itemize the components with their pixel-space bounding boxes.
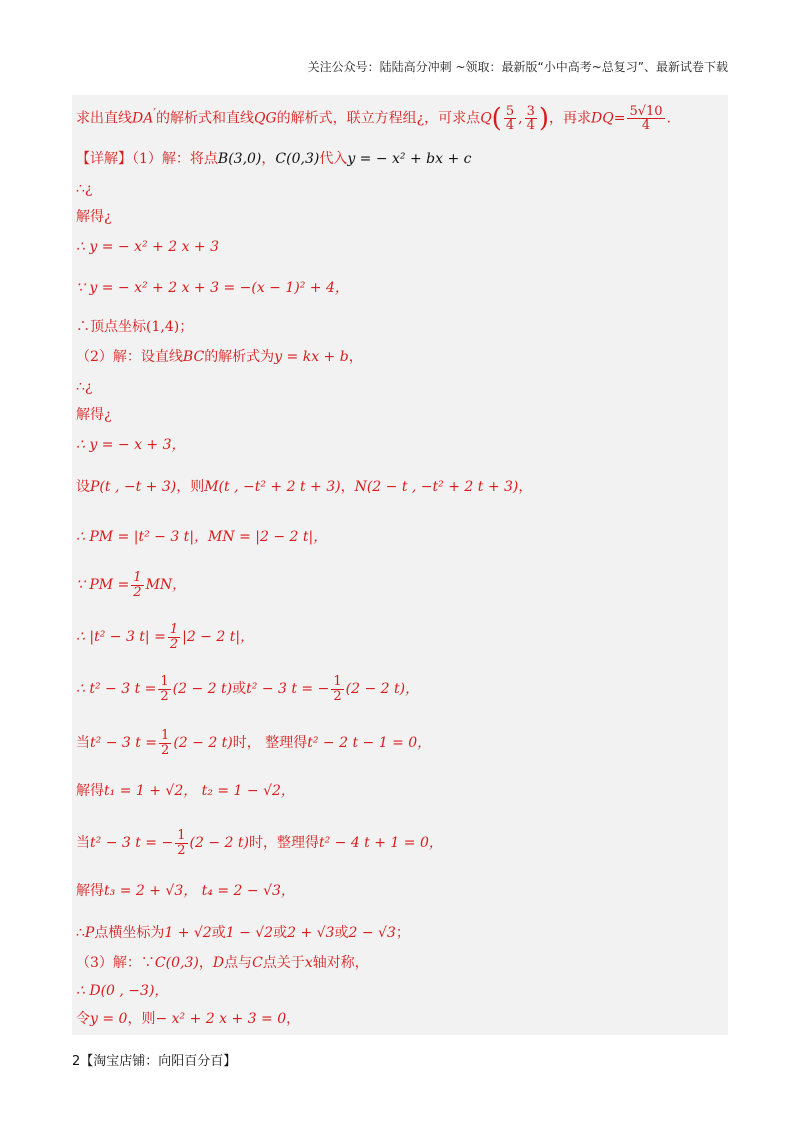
math-line: ∵ PM = $\frac{1}{2}$ MN， <box>76 570 187 600</box>
text: 的解析式和直线 <box>156 110 254 127</box>
math-line: ∴¿ <box>76 379 93 395</box>
text: 求出直线 <box>76 110 132 127</box>
text: . <box>666 110 671 127</box>
page-header: 关注公众号：陆陆高分冲刺 ~领取：最新版“小中高考~总复习”、最新试卷下载 <box>307 60 728 74</box>
math-line: ∴顶点坐标(1,4)； <box>76 319 194 335</box>
math-line: ∴ y = − x + 3， <box>76 437 186 453</box>
text: 代入 <box>319 151 348 167</box>
math: B(3,0) <box>217 151 262 167</box>
math-line: ∵ y = − x² + 2 x + 3 = −(x − 1)² + 4， <box>76 280 349 296</box>
prime: ′ <box>153 106 156 120</box>
fraction: $\frac{5}{4}$ <box>505 103 515 134</box>
text: 【详解】（1）解：将点 <box>76 151 218 167</box>
math-line: 解得t₁ = 1 + √2， t₂ = 1 − √2， <box>76 783 295 799</box>
math-line: （2）解：设直线BC的解析式为y = kx + b， <box>76 349 363 365</box>
math: DA <box>132 110 154 127</box>
detail-line <box>76 149 724 169</box>
math-line: ∴ t² − 3 t = $\frac{1}{2}$ (2 − 2 t)或t² − 3 t = − $\frac{1}{2}$ (2 − 2 t)， <box>76 674 420 704</box>
text: 的解析式，联立方程组¿，可求点 <box>276 110 481 127</box>
math: Q <box>480 110 492 127</box>
math-line: ∴P点横坐标为1 + √2或1 − √2或2 + √3或2 − √3； <box>76 925 410 941</box>
math: QG <box>254 110 277 127</box>
math-line: ∴ PM = |t² − 3 t|，MN = |2 − 2 t|， <box>76 529 328 545</box>
math-line: ∴ y = − x² + 2 x + 3 <box>76 239 220 255</box>
page-footer: 2【淘宝店铺：向阳百分百】 <box>72 1054 237 1069</box>
math: DQ <box>591 110 614 127</box>
math-line: （3）解：∵C(0,3)，D点与C点关于x轴对称， <box>76 955 369 971</box>
math: y = − x² + bx + c <box>347 151 472 167</box>
math-line: 解得¿ <box>76 209 112 225</box>
text: = <box>613 110 626 127</box>
math-line: ∴¿ <box>76 181 93 197</box>
fraction: $\frac{5√10}{4}$ <box>629 103 663 134</box>
math: C(0,3) <box>275 151 320 167</box>
text: ，再求 <box>549 110 591 127</box>
fraction: $\frac{3}{4}$ <box>526 103 535 134</box>
math-line: 当t² − 3 t = − $\frac{1}{2}$ (2 − 2 t)时，整理得t² − 4 t + 1 = 0， <box>76 828 443 858</box>
text: ， <box>261 151 276 167</box>
math-line: 令y = 0，则− x² + 2 x + 3 = 0， <box>76 1011 301 1027</box>
math-line: 解得¿ <box>76 407 112 423</box>
math-line: 当t² − 3 t = $\frac{1}{2}$ (2 − 2 t)时， 整理得t² − 2 t − 1 = 0， <box>76 728 432 758</box>
hint-line: 求出直线DA′的解析式和直线QG的解析式，联立方程组¿，可求点Q( $\frac{5}{4}$ , $\frac{3}{4}$ )，再求DQ= $\frac{5√10}{4}$ . <box>76 103 671 134</box>
math-line: 解得t₃ = 2 + √3， t₄ = 2 − √3， <box>76 883 295 899</box>
math-line: 设P(t , −t + 3)，则M(t , −t² + 2 t + 3)，N(2 − t , −t² + 2 t + 3)， <box>76 479 533 495</box>
math-line: ∴ |t² − 3 t| = $\frac{1}{2}$ |2 − 2 t|， <box>76 622 255 652</box>
solution-content <box>72 95 728 1035</box>
math-line: ∴ D(0 , −3)， <box>76 983 169 999</box>
